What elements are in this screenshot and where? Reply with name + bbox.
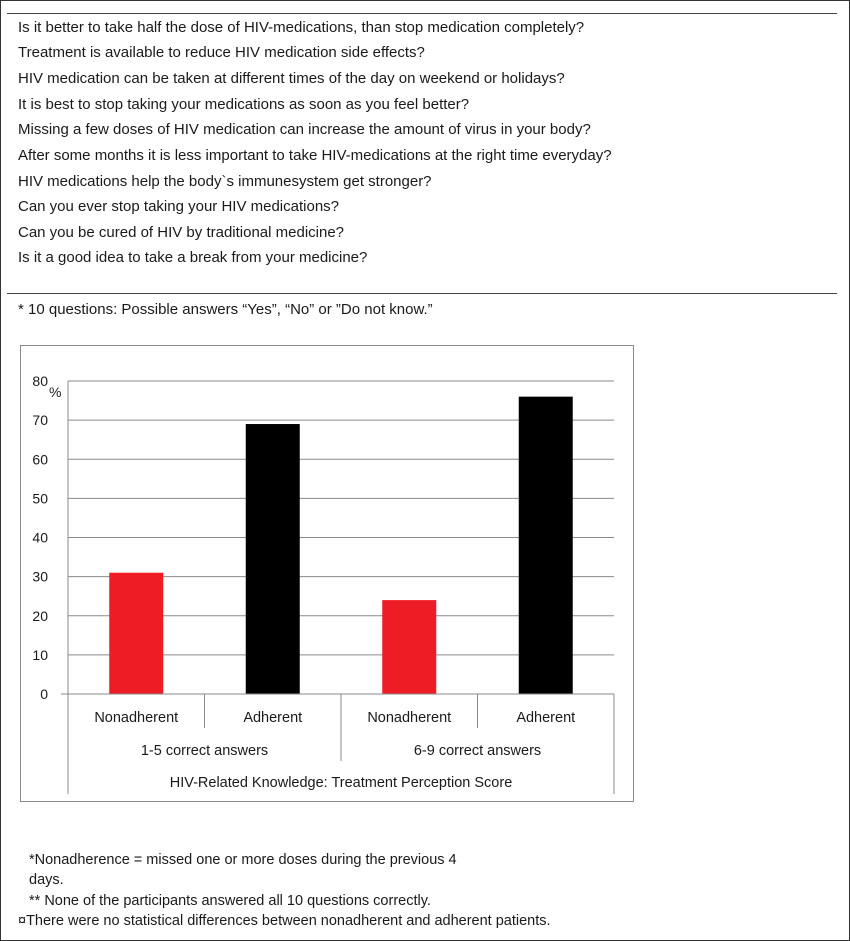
- y-tick-label: 0: [40, 686, 48, 702]
- note-nonadherence: *Nonadherence = missed one or more doses during the previous 4: [29, 852, 457, 868]
- question-9: Can you be cured of HIV by traditional medicine?: [18, 224, 345, 241]
- y-tick-label: 80: [32, 373, 48, 389]
- bar-chart: [21, 346, 633, 801]
- y-tick-label: 70: [32, 412, 48, 429]
- category-label: Adherent: [243, 710, 303, 726]
- question-3: HIV medication can be taken at different times of the day on weekend or holidays?: [18, 70, 565, 87]
- y-tick-labels: [32, 373, 48, 702]
- category-label: Nonadherent: [94, 710, 179, 726]
- group-label: 6-9 correct answers: [413, 743, 542, 759]
- question-10: Is it a good idea to take a break from your medicine?: [18, 249, 368, 266]
- bars: [109, 397, 573, 694]
- y-tick-label: 20: [32, 607, 48, 624]
- y-tick-label: 60: [32, 451, 48, 468]
- y-tick-label: 50: [32, 490, 48, 507]
- note-no-differences: ¤There were no statistical differences between nonadherent and adherent patients.: [18, 913, 551, 929]
- bar-nonadherent: [382, 600, 436, 694]
- y-tick-label: 30: [32, 568, 48, 585]
- y-tick-label: 10: [32, 646, 48, 663]
- bar-nonadherent: [109, 573, 163, 694]
- category-label: Adherent: [516, 710, 576, 726]
- question-8: Can you ever stop taking your HIV medications?: [18, 198, 339, 215]
- chart-container: [20, 345, 634, 802]
- question-5: Missing a few doses of HIV medication can increase the amount of virus in your body?: [18, 121, 591, 138]
- x-axis-labels: [94, 710, 575, 791]
- y-axis-label: %: [49, 384, 62, 400]
- question-2: Treatment is available to reduce HIV medication side effects?: [18, 44, 425, 61]
- bar-adherent: [519, 397, 573, 694]
- top-rule: [7, 13, 837, 14]
- x-axis-title: HIV-Related Knowledge: Treatment Perception Score: [169, 775, 513, 791]
- note-no-full-score: ** None of the participants answered all 10 questions correctly.: [29, 893, 431, 909]
- question-7: HIV medications help the body`s immunesystem get stronger?: [18, 173, 432, 190]
- question-1: Is it better to take half the dose of HIV-medications, than stop medication completely?: [18, 19, 585, 36]
- question-6: After some months it is less important to take HIV-medications at the right time everyday?: [18, 147, 612, 164]
- category-label: Nonadherent: [367, 710, 452, 726]
- middle-rule: [7, 293, 837, 294]
- question-4: It is best to stop taking your medications as soon as you feel better?: [18, 96, 470, 113]
- bar-adherent: [246, 424, 300, 694]
- questions-footnote: * 10 questions: Possible answers “Yes”, “No” or ”Do not know.”: [18, 301, 433, 318]
- y-tick-label: 40: [32, 529, 48, 546]
- group-label: 1-5 correct answers: [140, 743, 269, 759]
- note-nonadherence-cont: days.: [29, 872, 64, 888]
